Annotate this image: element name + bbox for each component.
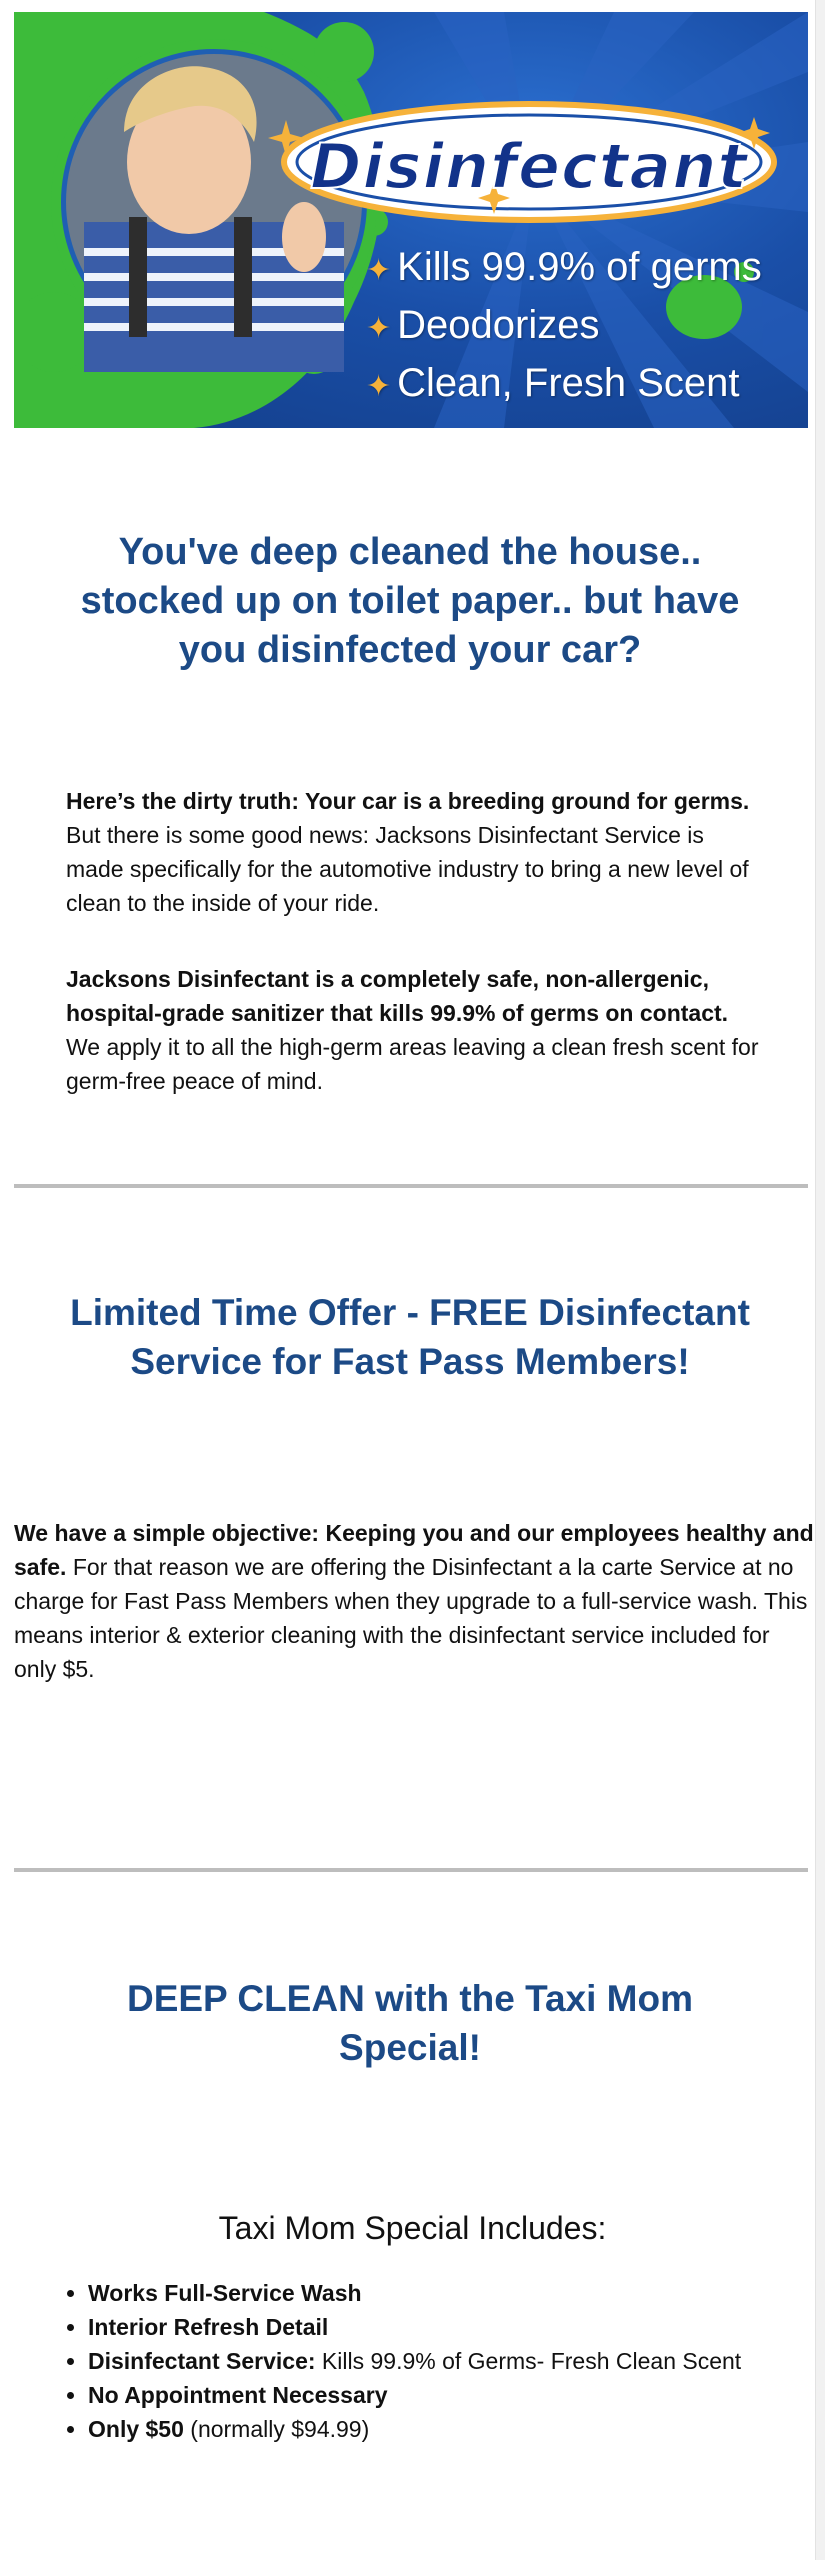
list-item: • Disinfectant Service: Kills 99.9% of Germs- Fresh Clean Scent <box>88 2344 788 2378</box>
banner-bullet: ✦ Deodorizes <box>366 303 600 347</box>
section1-paragraph-2: Jacksons Disinfectant is a completely safe, non-allergenic, hospital-grade sanitizer that kills 99.9% of germs on contact. We apply it to all the high-germ areas leaving a clean fresh scent for germ-free peace of mind. <box>66 966 759 1094</box>
star-icon: ✦ <box>366 254 392 287</box>
divider <box>14 1868 808 1872</box>
child-photo <box>66 54 362 372</box>
list-item: • No Appointment Necessary <box>88 2378 788 2412</box>
disinfectant-banner <box>14 12 808 428</box>
star-icon: ✦ <box>366 370 392 403</box>
list-item: • Interior Refresh Detail <box>88 2310 788 2344</box>
section2-paragraph: We have a simple objective: Keeping you and our employees healthy and safe. For that reason we are offering the Disinfectant a la carte Service at no charge for Fast Pass Members when they upgrade to a full-service wash. This means interior & exterior cleaning with the disinfectant service included for only $5. <box>14 1520 814 1682</box>
list-item: • Only $50 (normally $94.99) <box>88 2412 788 2446</box>
section1-paragraph-1: Here’s the dirty truth: Your car is a breeding ground for germs. But there is some good news: Jacksons Disinfectant Service is made specifically for the automotive industry to bring a new level of clean to the inside of your ride. <box>66 788 750 916</box>
section1-heading: You've deep cleaned the house.. stocked up on toilet paper.. but have you disinfected your car? <box>80 531 740 671</box>
banner-logo-text: Disinfectant <box>309 130 749 203</box>
section3-heading: DEEP CLEAN with the Taxi Mom Special! <box>126 1978 694 2068</box>
banner-bullets <box>366 240 762 414</box>
banner-bullet: ✦ Kills 99.9% of germs <box>366 245 762 289</box>
includes-list <box>88 2276 788 2446</box>
includes-title: Taxi Mom Special Includes: <box>218 2210 607 2246</box>
list-item: • Works Full-Service Wash <box>88 2276 788 2310</box>
section2-heading: Limited Time Offer - FREE Disinfectant Service for Fast Pass Members! <box>70 1292 750 1382</box>
vertical-scrollbar[interactable] <box>815 0 825 2560</box>
divider <box>14 1184 808 1188</box>
banner-bullet: ✦ Clean, Fresh Scent <box>366 361 740 405</box>
star-icon: ✦ <box>366 312 392 345</box>
